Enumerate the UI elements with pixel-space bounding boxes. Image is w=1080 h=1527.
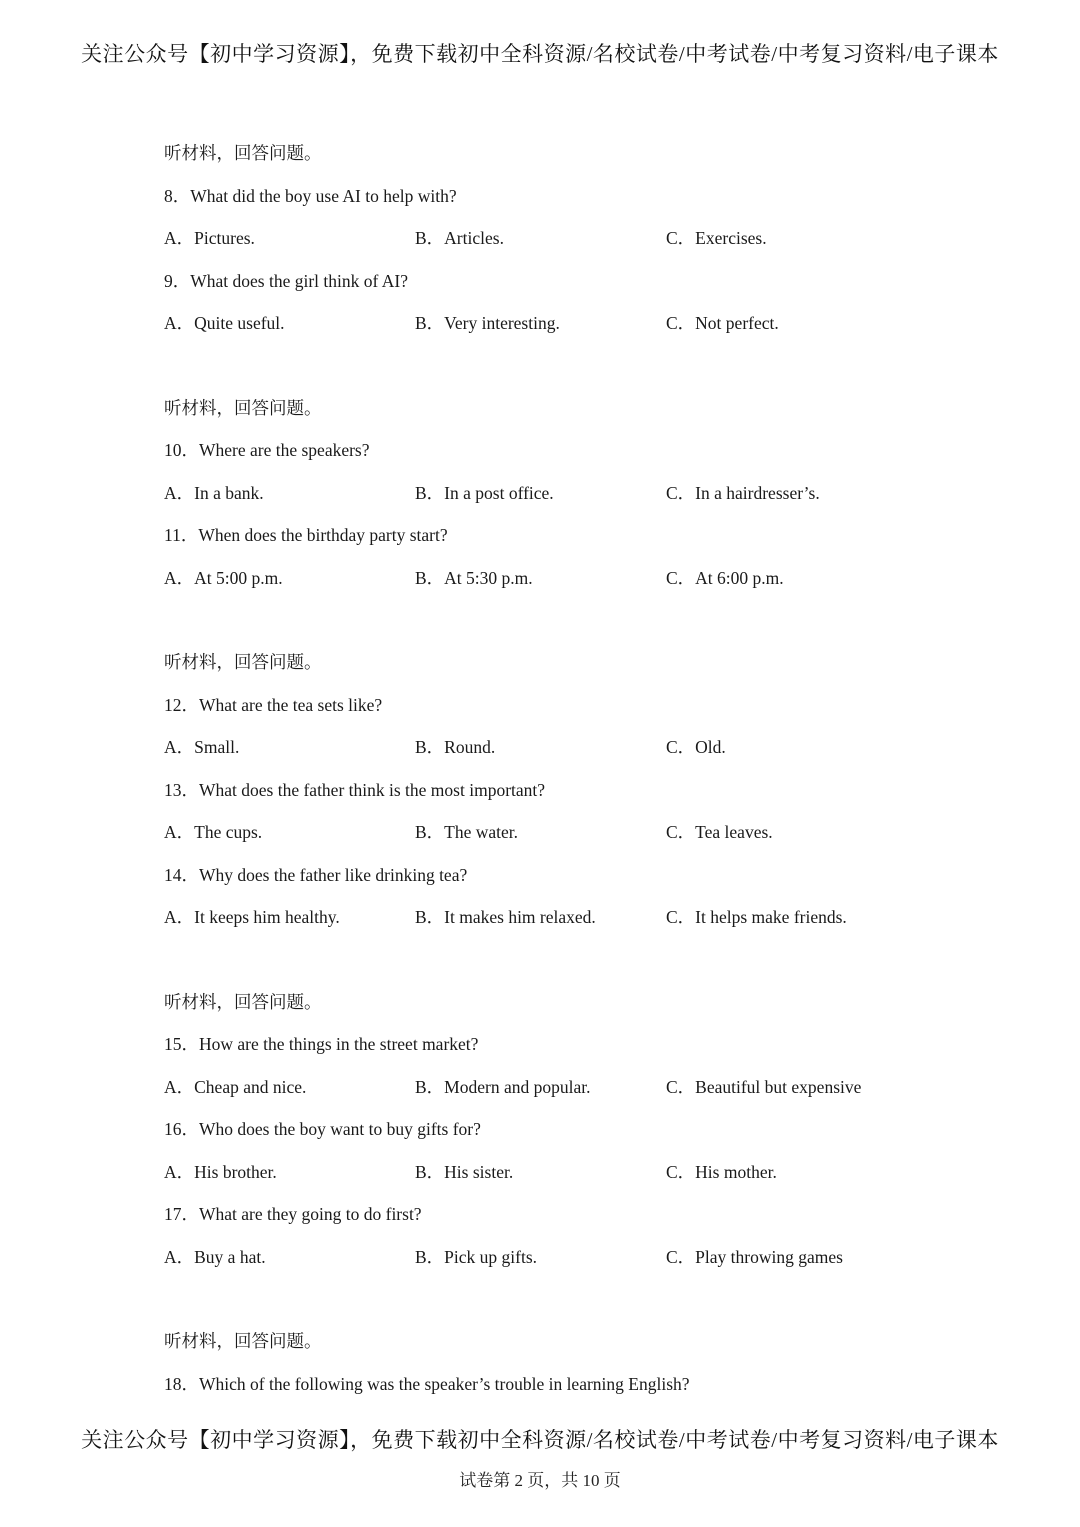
page-number: 试卷第 2 页，共 10 页	[459, 1471, 621, 1490]
option-b: B．Very interesting.	[415, 313, 560, 333]
option-c: C．In a hairdresser’s.	[666, 482, 820, 503]
options-row	[164, 818, 1024, 861]
options-row	[164, 309, 1024, 352]
question-stem: 17．What are they going to do first?	[164, 1204, 422, 1224]
option-b: B．In a post office.	[415, 482, 554, 503]
options-row	[164, 733, 1024, 776]
question-stem: 18．Which of the following was the speaker’s trouble in learning English?	[164, 1373, 690, 1394]
option-c: C．Exercises.	[666, 228, 767, 248]
section-instruction: 听材料，回答问题。	[164, 397, 322, 418]
options-row	[164, 1073, 1024, 1116]
question-stem: 10．Where are the speakers?	[164, 440, 370, 460]
options-row	[164, 224, 1024, 267]
header-banner: 关注公众号【初中学习资源】，免费下载初中全科资源/名校试卷/中考试卷/中考复习资料/电子课本	[81, 42, 999, 66]
option-b: B．At 5:30 p.m.	[415, 567, 533, 588]
listening-section	[164, 394, 1024, 607]
option-c: C．Old.	[666, 737, 726, 757]
option-a: A．Cheap and nice.	[164, 1076, 307, 1097]
options-row	[164, 1158, 1024, 1201]
question-stem: 9．What does the girl think of AI?	[164, 270, 408, 291]
option-a: A．Pictures.	[164, 228, 255, 248]
option-a: A．It keeps him healthy.	[164, 907, 340, 927]
option-c: C．Tea leaves.	[666, 822, 773, 842]
question-stem: 8．What did the boy use AI to help with?	[164, 185, 457, 206]
option-a: A．At 5:00 p.m.	[164, 567, 283, 588]
options-row	[164, 903, 1024, 946]
option-c: C．At 6:00 p.m.	[666, 567, 784, 588]
footer-banner: 关注公众号【初中学习资源】，免费下载初中全科资源/名校试卷/中考试卷/中考复习资料/电子课本	[81, 1428, 999, 1452]
section-instruction: 听材料，回答问题。	[164, 991, 322, 1012]
section-instruction: 听材料，回答问题。	[164, 143, 322, 163]
option-b: B．Round.	[415, 737, 496, 757]
option-a: A．His brother.	[164, 1161, 277, 1182]
options-row	[164, 564, 1024, 607]
option-b: B．Pick up gifts.	[415, 1246, 538, 1267]
question-stem: 14．Why does the father like drinking tea?	[164, 864, 468, 885]
listening-section	[164, 648, 1024, 946]
option-a: A．Buy a hat.	[164, 1246, 266, 1267]
question-stem: 12．What are the tea sets like?	[164, 694, 383, 715]
option-b: B．The water.	[415, 822, 519, 842]
option-c: C．It helps make friends.	[666, 907, 847, 927]
option-c: C．Not perfect.	[666, 313, 779, 333]
option-a: A．Small.	[164, 737, 240, 757]
section-instruction: 听材料，回答问题。	[164, 1331, 322, 1351]
options-row	[164, 1243, 1024, 1286]
option-c: C．Beautiful but expensive	[666, 1076, 862, 1097]
option-a: A．The cups.	[164, 822, 263, 842]
option-b: B．Modern and popular.	[415, 1076, 591, 1097]
option-c: C．Play throwing games	[666, 1246, 843, 1267]
question-stem: 16．Who does the boy want to buy gifts for?	[164, 1119, 481, 1139]
option-c: C．His mother.	[666, 1161, 777, 1182]
option-a: A．In a bank.	[164, 482, 264, 503]
option-a: A．Quite useful.	[164, 313, 285, 333]
listening-section	[164, 139, 1024, 352]
question-stem: 15．How are the things in the street market?	[164, 1034, 479, 1054]
option-b: B．His sister.	[415, 1161, 514, 1182]
question-stem: 13．What does the father think is the most important?	[164, 779, 546, 800]
listening-section	[164, 1327, 1024, 1412]
option-b: B．It makes him relaxed.	[415, 907, 596, 927]
listening-section	[164, 988, 1024, 1286]
exam-content	[164, 139, 1024, 1412]
option-b: B．Articles.	[415, 228, 504, 248]
question-stem: 11．When does the birthday party start?	[164, 525, 448, 545]
section-instruction: 听材料，回答问题。	[164, 652, 322, 672]
options-row	[164, 479, 1024, 522]
